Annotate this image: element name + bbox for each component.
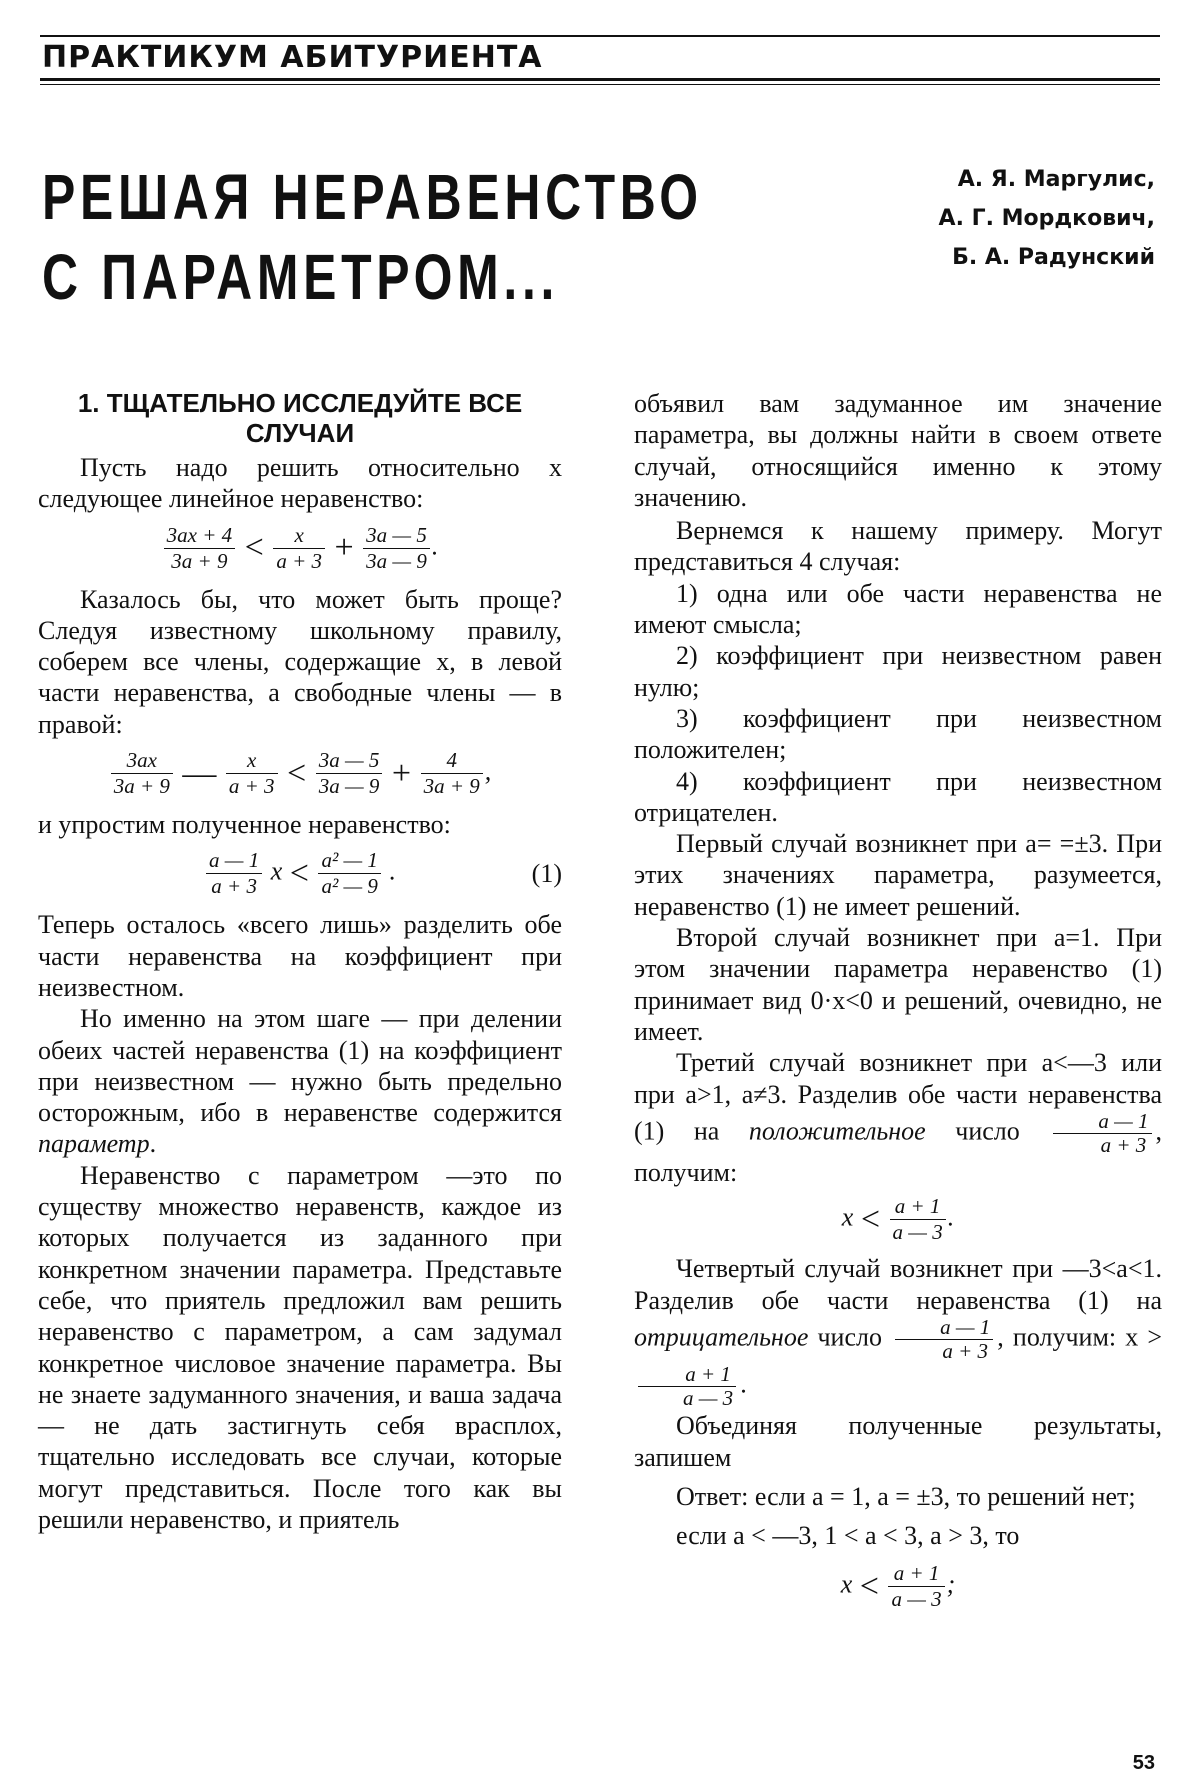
fraction: $\frac{x}{a + 3}$ <box>273 525 325 572</box>
fraction: $\frac{x}{a + 3}$ <box>226 750 278 797</box>
formula-4: x < $\frac{a + 1}{a — 3}$ . <box>841 1194 955 1245</box>
list-item: 2) коэффициент при неизвестном равен нулю; <box>634 641 1162 702</box>
header-rule-top <box>40 35 1160 37</box>
paragraph: Третий случай возникнет при a<—3 или при a>1, a≠3. Разделив обе части неравенства (1) на положительное число $\frac{a — 1}{a + 3}$ , получим: <box>634 1048 1162 1188</box>
right-column <box>634 388 1162 1610</box>
paragraph: Теперь осталось «всего лишь» разделить обе части неравенства на коэффициент при неизвестном. <box>38 910 562 1002</box>
formula-3: $\frac{a — 1}{a + 3}$ x < $\frac{\text{a² — 1}}{\text{a² — 9}}$ . (1) <box>38 850 562 897</box>
page-number: 53 <box>1132 1752 1155 1774</box>
header-rule-thin <box>40 84 1160 85</box>
fraction: $\frac{a — 1}{a + 3}$ <box>895 1316 993 1363</box>
fraction: $\frac{3ax}{3a + 9}$ <box>111 750 173 797</box>
formula-1: $\frac{3ax + 4}{3a + 9}$ < $\frac{x}{a + 3}$ + $\frac{3a — 5}{3a — 9}$ . <box>38 525 562 572</box>
fraction: $\frac{3a — 5}{3a — 9}$ <box>316 750 383 797</box>
paragraph: и упростим полученное неравенство: <box>38 810 451 840</box>
fraction: $\frac{a + 1}{a — 3}$ <box>888 1563 944 1610</box>
author-2: А. Г. Мордкович, <box>938 206 1155 231</box>
author-3: Б. А. Радунский <box>952 245 1155 270</box>
article-title-line-2: С ПАРАМЕТРОМ... <box>42 241 560 313</box>
paragraph: объявил вам задуманное им значение параметра, вы должны найти в своем ответе случай, относящийся именно к этому значению. <box>634 389 1162 512</box>
paragraph: Пусть надо решить относительно x следующее линейное неравенство: <box>38 453 562 514</box>
paragraph: Четвертый случай возникнет при —3<a<1. Разделив обе части неравенства (1) на отрицательное число $\frac{a — 1}{a + 3}$ , получим: x > $\frac{a + 1}{a — 3}$ . <box>634 1254 1162 1411</box>
article-title-line-1: РЕШАЯ НЕРАВЕНСТВО <box>42 161 703 233</box>
fraction: $\frac{a + 1}{a — 3}$ <box>638 1363 736 1410</box>
paragraph: если a < —3, 1 < a < 3, a > 3, то <box>676 1521 1020 1551</box>
paragraph: Но именно на этом шаге — при делении обеих частей неравенства (1) на коэффициент при неизвестном — нужно быть предельно осторожным, ибо в неравенстве содержится параметр. <box>38 1004 562 1159</box>
paragraph: Первый случай возникнет при a= =±3. При этих значениях параметра, разумеется, неравенство (1) не имеет решений. <box>634 829 1162 921</box>
paragraph: Казалось бы, что может быть проще? Следуя известному школьному правилу, соберем все члены, содержащие x, в левой части неравенства, а свободные члены — в правой: <box>38 584 562 739</box>
list-item: 1) одна или обе части неравенства не имеют смысла; <box>634 578 1162 640</box>
left-column <box>38 388 562 1535</box>
fraction: $\frac{3a — 5}{3a — 9}$ <box>363 525 430 572</box>
fraction: $\frac{a — 1}{a + 3}$ <box>1053 1110 1151 1157</box>
paragraph: Ответ: если a = 1, a = ±3, то решений нет; <box>676 1481 1136 1511</box>
fraction: $\frac{4}{3a + 9}$ <box>421 750 483 797</box>
paragraph: Вернемся к нашему примеру. Могут представиться 4 случая: <box>634 516 1162 577</box>
list-item: 4) коэффициент при неизвестном отрицателен. <box>634 766 1162 827</box>
fraction: $\frac{a + 1}{a — 3}$ <box>890 1196 946 1243</box>
rubric-label: ПРАКТИКУМ АБИТУРИЕНТА <box>42 40 543 75</box>
list-item: 3) коэффициент при неизвестном положителен; <box>634 703 1162 765</box>
paragraph: Неравенство с параметром —это по существу множество неравенств, каждое из которых получается из заданного при конкретном значении параметра. Представьте себе, что приятель предложил вам решить неравенство с параметром, а сам задумал конкретное числовое значение параметра. Вы не знаете задуманного значения, и ваша задача — не дать застигнуть себя врасплох, тщательно исследовать все случаи, которые могут представиться. После того как вы решили неравенство, и приятель <box>38 1160 562 1535</box>
fraction: $\frac{\text{a² — 1}}{\text{a² — 9}}$ <box>318 850 380 897</box>
fraction: $\frac{a — 1}{a + 3}$ <box>206 850 262 897</box>
authors <box>939 160 1155 277</box>
section-heading: 1. ТЩАТЕЛЬНО ИССЛЕДУЙТЕ ВСЕ СЛУЧАИ <box>77 388 523 448</box>
equation-number: (1) <box>531 858 562 888</box>
header-rule-bottom <box>40 78 1160 81</box>
author-1: А. Я. Маргулис, <box>957 167 1155 192</box>
formula-5: x < $\frac{a + 1}{a — 3}$ ; <box>840 1561 956 1612</box>
paragraph: Второй случай возникнет при a=1. При этом значении параметра неравенство (1) принимает вид 0·x<0 и решений, очевидно, не имеет. <box>634 923 1162 1046</box>
formula-2: $\frac{3ax}{3a + 9}$ — $\frac{x}{a + 3}$ < $\frac{3a — 5}{3a — 9}$ + $\frac{4}{3a + 9}$ , <box>38 750 562 797</box>
paragraph: Объединяя полученные результаты, запишем <box>634 1411 1162 1472</box>
fraction: $\frac{3ax + 4}{3a + 9}$ <box>164 525 236 572</box>
